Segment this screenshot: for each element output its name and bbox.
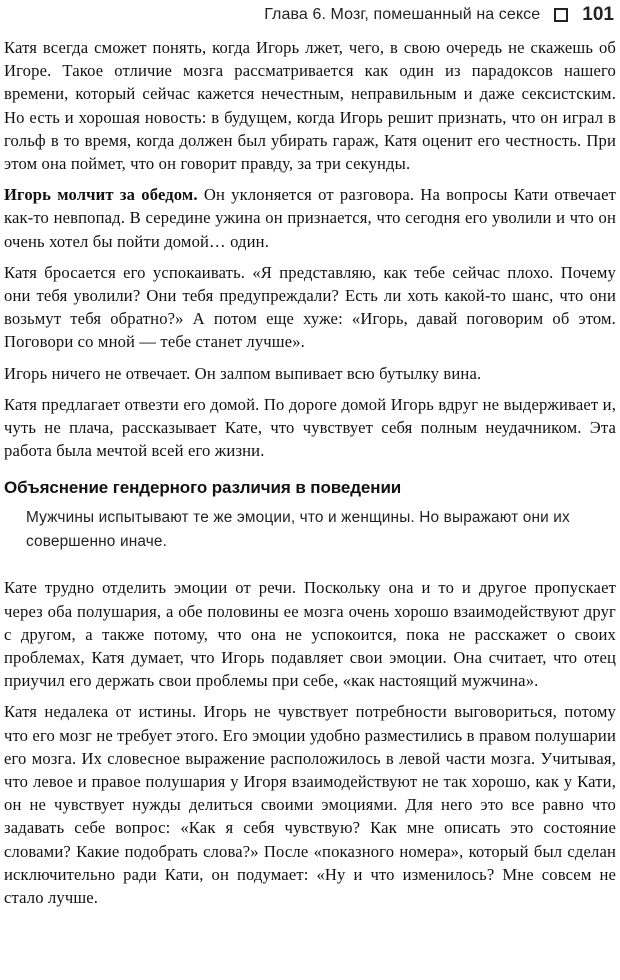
square-bullet-icon	[554, 8, 568, 22]
page-body	[4, 36, 616, 917]
paragraph: Катя бросается его успокаивать. «Я представляю, как тебе сейчас плохо. Почему они тебя уволили? Они тебя предупреждали? Есть ли хоть какой-то шанс, что они возьмут тебя обратно?» А потом еще хуже: «Игорь, давай поговорим об этом. Поговори со мной — тебе станет лучше».	[4, 262, 616, 352]
page-number: 101	[582, 4, 614, 25]
paragraph: Кате трудно отделить эмоции от речи. Поскольку она и то и другое пропускает через оба полушария, а обе половины ее мозга очень хорошо взаимодействуют друг с другом, а также потому, что она не успокоится, пока не расскажет о своих проблемах, Катя думает, что Игорь подавляет свои эмоции. Она считает, что отец приучил его держать свои проблемы при себе, «как настоящий мужчина».	[4, 578, 616, 691]
paragraph-text: Он уклоняется от разговора. На вопросы Кати отвечает как-то невпопад. В середине ужина он признается, что сегодня его уволили и что он очень хотел бы пойти домой… один.	[4, 185, 616, 251]
section-heading: Объяснение гендерного различия в поведении	[4, 478, 402, 498]
paragraph: Катя предлагает отвезти его домой. По дороге домой Игорь вдруг не выдерживает и, чуть не плача, рассказывает Кате, что чувствует себя полным неудачником. Эта работа была мечтой всей его жизни.	[4, 394, 616, 461]
page-header	[0, 2, 614, 28]
paragraph: Катя всегда сможет понять, когда Игорь лжет, чего, в свою очередь не скажешь об Игоре. Такое отличие мозга рассматривается как один из парадоксов нашего времени, который сейчас кажется нечестным, неправильным и даже сексистским. Но есть и хорошая новость: в будущем, когда Игорь решит признать, что он играл в гольф в то время, когда должен был убирать гараж, Катя оценит его честность. При этом она поймет, что он говорит правду, за три секунды.	[4, 38, 616, 174]
chapter-title: Глава 6. Мозг, помешанный на сексе	[264, 6, 541, 23]
callout-text: Мужчины испытывают те же эмоции, что и женщины. Но выражают они их совершенно иначе.	[26, 509, 570, 551]
paragraph: Игорь ничего не отвечает. Он залпом выпивает всю бутылку вина.	[4, 363, 482, 383]
paragraph	[4, 183, 616, 253]
paragraph: Катя недалека от истины. Игорь не чувствует потребности выговориться, потому что его мозг не требует этого. Его эмоции удобно разместились в правом полушарии его мозга. Их словесное выражение расположилось в левой части мозга. Учитывая, что левое и правое полушария у Игоря взаимодействуют не так хорошо, как у Кати, он не чувствует нужды делиться своими эмоциями. Для него это все равно что задавать себе вопрос: «Как я себя чувствую? Как мне описать это состояние словами? Какие подобрать слова?» После «показного номера», который был сделан исключительно ради Кати, он подумает: «Ну и что изменилось? Мне совсем не стало лучше.	[4, 702, 616, 908]
bold-lead: Игорь молчит за обедом.	[4, 185, 198, 205]
